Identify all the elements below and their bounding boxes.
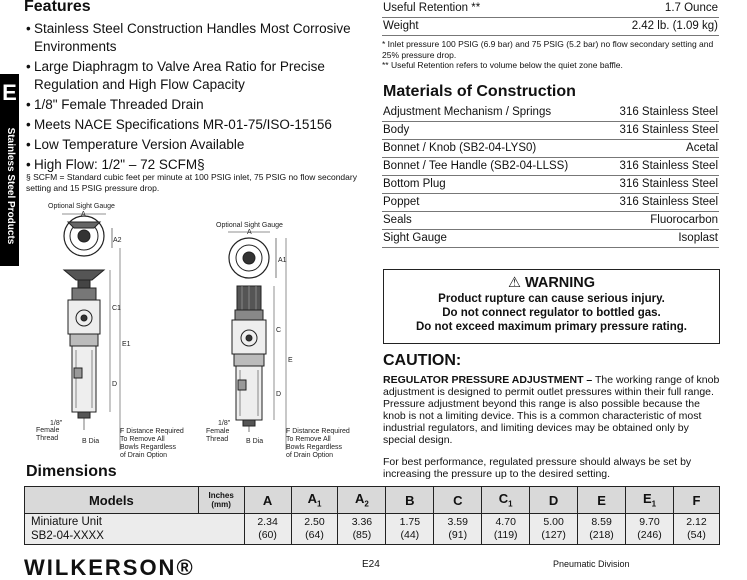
caution-lead: REGULATOR PRESSURE ADJUSTMENT – [383,374,593,386]
dimensions-table [24,486,720,545]
materials-title: Materials of Construction [383,83,576,100]
left-f-note: To Remove All [120,436,165,443]
dimensions-title: Dimensions [26,463,117,480]
material-value: 316 Stainless Steel [601,176,719,194]
right-f-note: To Remove All [286,436,331,443]
left-dim-e1: E1 [122,341,131,348]
table-row [382,0,719,18]
feature-item: • Low Temperature Version Available [26,136,366,154]
feature-item: • Stainless Steel Construction Handles Most Corrosive Environments [26,20,366,56]
material-part: Poppet [382,194,601,212]
table-row [382,122,719,140]
warning-box [383,269,720,344]
dim-cell: 3.36 (85) [338,514,386,545]
table-row [382,212,719,230]
material-part: Bottom Plug [382,176,601,194]
spec-footnote: * Inlet pressure 100 PSIG (6.9 bar) and 75 PSIG (5.2 bar) no flow secondary setting and 25% pressure drop. [382,39,714,60]
left-dim-c1: C1 [112,305,121,312]
dim-cell: 2.12 (54) [673,514,719,545]
right-dim-e: E [288,357,293,364]
table-row [25,514,720,545]
col-header-a2: $A_2$ [338,487,386,514]
col-header-c: C [434,487,482,514]
warning-heading [384,274,719,292]
units-header: Inches (mm) [198,487,244,514]
page-number: E24 [362,559,380,570]
material-value: Isoplast [601,230,719,248]
material-value: 316 Stainless Steel [601,158,719,176]
material-part: Body [382,122,601,140]
features-list [26,20,366,176]
model-cell: Miniature Unit SB2-04-XXXX [25,514,245,545]
table-row [382,176,719,194]
col-header-d: D [530,487,578,514]
right-thread-label: Female [206,428,230,435]
caution-note: For best performance, regulated pressure should always be set by increasing the pressure up to the desired setting. [383,456,692,480]
models-header: Models [25,487,199,514]
dim-cell: 5.00 (127) [530,514,578,545]
table-row [382,230,719,248]
right-f-note: Bowls Regardless [286,444,343,451]
section-tab-letter: E [2,80,17,105]
features-title: Features [24,0,91,15]
brand-logo: WILKERSON® [24,555,195,580]
left-dim-d: D [112,381,118,388]
col-header-b: B [386,487,434,514]
warning-line: Product rupture can cause serious injury. [438,293,665,305]
dim-cell: 2.50 (64) [291,514,338,545]
materials-table [382,104,719,248]
spec-label: Useful Retention ** [382,0,560,18]
table-row [382,18,719,36]
division-name: Pneumatic Division [553,559,630,569]
material-value: 316 Stainless Steel [601,122,719,140]
scfm-footnote: § SCFM = Standard cubic feet per minute at 100 PSIG inlet, 75 PSIG no flow secondary setting and 15 PSIG pressure drop. [26,172,357,193]
right-thread-label-2: Thread [206,436,229,443]
feature-item: • High Flow: 1/2" – 72 SCFM§ [26,156,366,174]
left-thread-label: Female [36,427,60,434]
left-f-note: F Distance Required [120,428,184,435]
right-sight-gauge-label: Optional Sight Gauge [216,222,283,229]
dim-cell: 1.75 (44) [386,514,434,545]
table-row [382,194,719,212]
table-row [382,104,719,122]
col-header-a1: $A_1$ [291,487,338,514]
right-b-dia: B Dia [246,438,264,445]
left-f-note: of Drain Option [120,452,168,459]
material-part: Bonnet / Knob (SB2-04-LYS0) [382,140,601,158]
caution-title: CAUTION: [383,352,462,369]
section-tab-label: Stainless Steel Products [5,127,16,245]
spec-table [382,0,719,36]
right-f-note: of Drain Option [286,452,334,459]
material-value: Fluorocarbon [601,212,719,230]
right-dim-d: D [276,391,282,398]
caution-text [383,374,721,446]
material-value: 316 Stainless Steel [601,104,719,122]
col-header-f: F [673,487,719,514]
left-b-dia: B Dia [82,438,100,445]
material-part: Bonnet / Tee Handle (SB2-04-LLSS) [382,158,601,176]
regulator-dimension-drawing [24,200,364,462]
col-header-e1: $E_1$ [626,487,674,514]
material-value: 316 Stainless Steel [601,194,719,212]
material-part: Adjustment Mechanism / Springs [382,104,601,122]
dimensions-header-row [25,487,720,514]
warning-line: Do not connect regulator to bottled gas. [442,307,661,319]
col-header-e: E [578,487,626,514]
caution-body: The working range of knob adjustment is designed to permit outlet pressures within their full range. Pressure adjustment beyond this range is also possible because the knob is not a limiting device. This is a common characteristic of most industrial regulators, and limiting devices may be obtained only by special design. [383,374,720,446]
right-dim-a: A [247,229,252,236]
left-thread-label-2: Thread [36,435,59,442]
dim-cell: 2.34 (60) [244,514,291,545]
spec-value: 2.42 lb. (1.09 kg) [560,18,719,36]
warning-title: WARNING [524,275,596,291]
right-view [206,222,350,459]
dim-cell: 4.70 (119) [482,514,530,545]
table-row [382,158,719,176]
table-row [382,140,719,158]
material-value: Acetal [601,140,719,158]
right-dim-a1: A1 [278,257,287,264]
left-f-note: Bowls Regardless [120,444,177,451]
right-f-note: F Distance Required [286,428,350,435]
spec-footnote: ** Useful Retention refers to volume below the quiet zone baffle. [382,60,623,70]
col-header-c1: $C_1$ [482,487,530,514]
left-thread-size: 1/8" [50,420,63,427]
material-part: Seals [382,212,601,230]
spec-value: 1.7 Ounce [560,0,719,18]
left-view [36,203,184,459]
feature-item: • Meets NACE Specifications MR-01-75/ISO-15156 [26,116,366,134]
dim-cell: 8.59 (218) [578,514,626,545]
spec-footnotes [382,39,722,71]
left-dim-a: A [81,211,86,218]
dim-cell: 9.70 (246) [626,514,674,545]
right-thread-size: 1/8" [218,420,231,427]
feature-item: • Large Diaphragm to Valve Area Ratio for Precise Regulation and High Flow Capacity [26,58,366,94]
warning-triangle-icon: ⚠ [507,275,521,291]
feature-item: • 1/8" Female Threaded Drain [26,96,366,114]
left-sight-gauge-label: Optional Sight Gauge [48,203,115,210]
dim-cell: 3.59 (91) [434,514,482,545]
col-header-a: A [244,487,291,514]
warning-line: Do not exceed maximum primary pressure rating. [416,321,687,333]
material-part: Sight Gauge [382,230,601,248]
right-dim-c: C [276,327,282,334]
left-dim-a2: A2 [113,237,122,244]
spec-label: Weight [382,18,560,36]
